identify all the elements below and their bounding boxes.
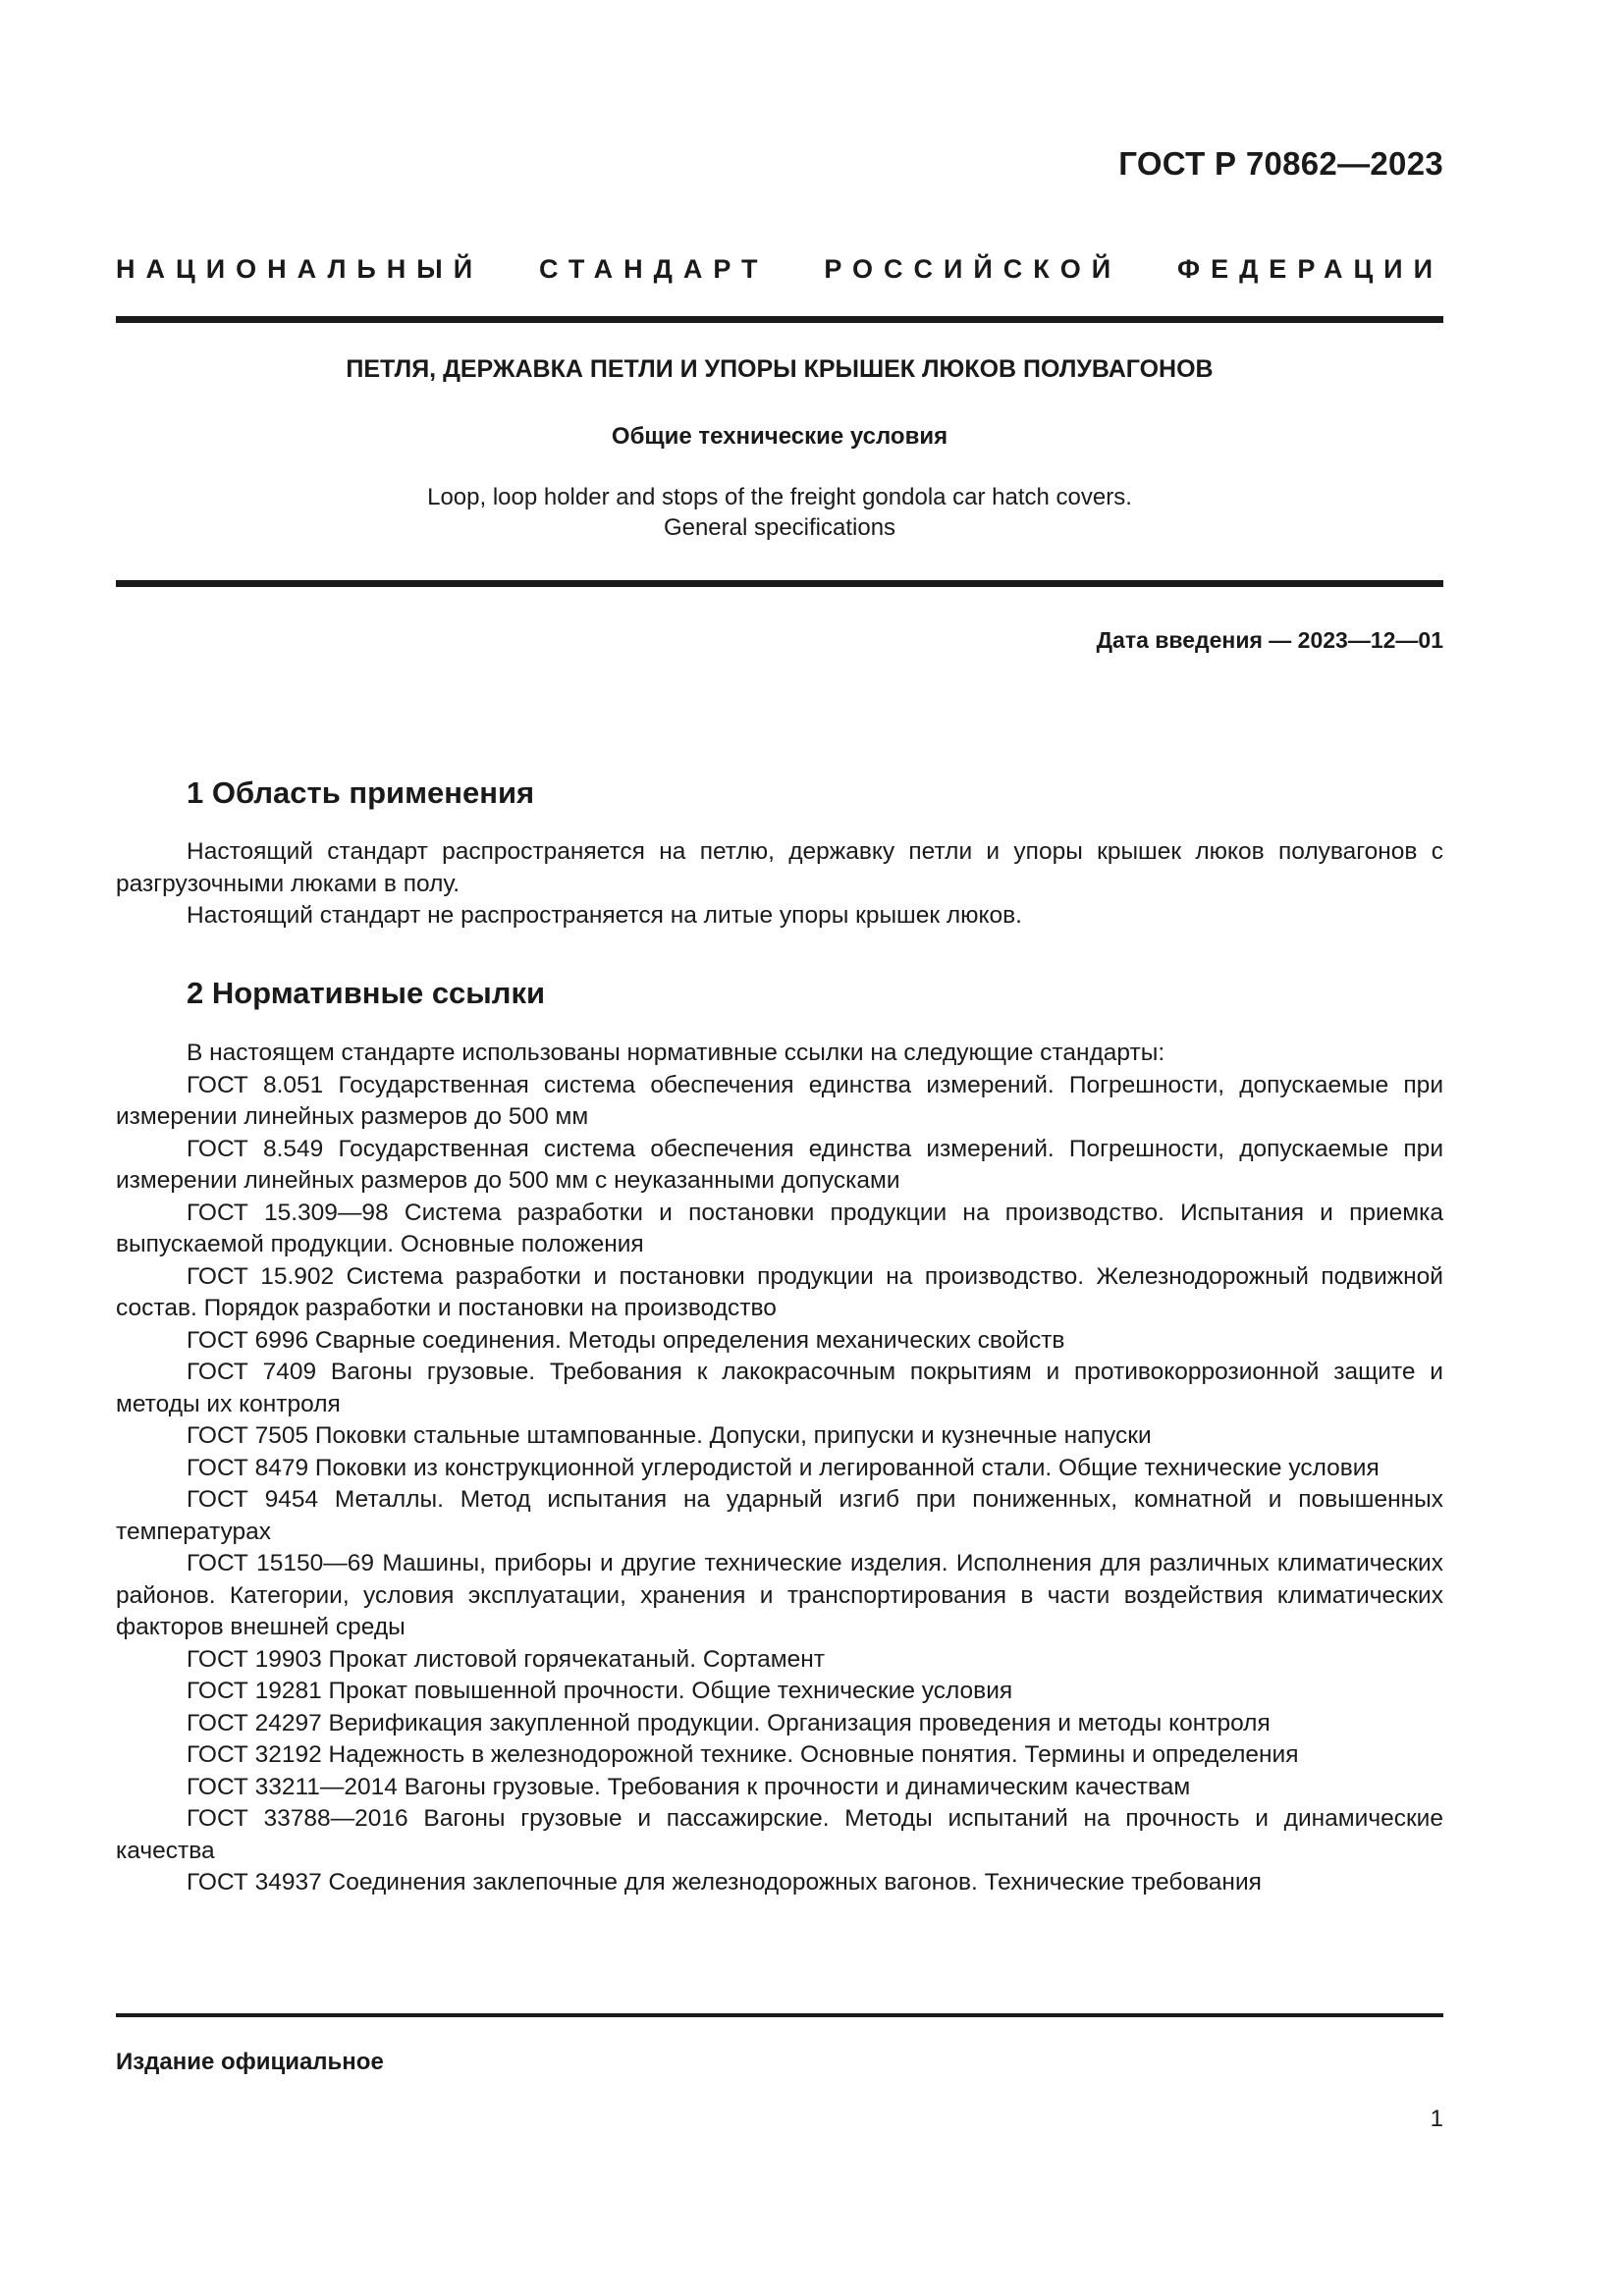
- top-divider: [116, 316, 1443, 323]
- reference-item: ГОСТ 34937 Соединения заклепочные для железнодорожных вагонов. Технические требования: [187, 1869, 1262, 1896]
- reference-item: ГОСТ 8.549 Государственная система обеспечения единства измерений. Погрешности, допускаемые при измерении линейных размеров до 500 мм с неуказанными допусками: [116, 1135, 1443, 1194]
- footer-divider: [116, 2013, 1443, 2017]
- reference-item: ГОСТ 6996 Сварные соединения. Методы определения механических свойств: [187, 1326, 1065, 1354]
- english-title-line: Loop, loop holder and stops of the freight gondola car hatch covers.: [427, 484, 1132, 510]
- reference-item: ГОСТ 19903 Прокат листовой горячекатаный. Сортамент: [187, 1645, 826, 1673]
- reference-item: ГОСТ 33211—2014 Вагоны грузовые. Требования к прочности и динамическим качествам: [187, 1773, 1191, 1800]
- reference-item: ГОСТ 24297 Верификация закупленной продукции. Организация проведения и методы контроля: [187, 1709, 1271, 1736]
- reference-item: ГОСТ 7505 Поковки стальные штампованные. Допуски, припуски и кузнечные напуски: [187, 1422, 1152, 1449]
- paragraph: Настоящий стандарт распространяется на петлю, державку петли и упоры крышек люков полувагонов с разгрузочными люками в полу.: [116, 838, 1443, 897]
- introduction-date: Дата введения — 2023—12—01: [1096, 627, 1443, 653]
- reference-item: ГОСТ 19281 Прокат повышенной прочности. Общие технические условия: [187, 1678, 1013, 1704]
- reference-item: ГОСТ 32192 Надежность в железнодорожной технике. Основные понятия. Термины и определения: [187, 1741, 1299, 1768]
- english-title: [116, 482, 1443, 543]
- reference-item: ГОСТ 15150—69 Машины, приборы и другие технические изделия. Исполнения для различных климатических районов. Категории, условия эксплуатации, хранения и транспортирования в части воздействия климатических факторов внешней среды: [116, 1550, 1443, 1640]
- reference-item: ГОСТ 8479 Поковки из конструкционной углеродистой и легированной стали. Общие технические условия: [187, 1454, 1380, 1481]
- standard-type-banner: НАЦИОНАЛЬНЫЙ СТАНДАРТ РОССИЙСКОЙ ФЕДЕРАЦИИ: [116, 254, 1443, 284]
- section-body-references: [116, 1038, 1443, 1899]
- document-code: ГОСТ Р 70862—2023: [1118, 145, 1443, 182]
- title-divider: [116, 580, 1443, 587]
- english-title-line: General specifications: [663, 514, 896, 541]
- reference-item: ГОСТ 15.309—98 Система разработки и постановки продукции на производство. Испытания и приемка выпускаемой продукции. Основные положения: [116, 1199, 1443, 1257]
- section-heading-scope: 1 Область применения: [187, 775, 535, 810]
- reference-item: ГОСТ 9454 Металлы. Метод испытания на ударный изгиб при пониженных, комнатной и повышенных температурах: [116, 1486, 1443, 1545]
- paragraph: Настоящий стандарт не распространяется на литые упоры крышек люков.: [187, 902, 1022, 929]
- reference-item: ГОСТ 7409 Вагоны грузовые. Требования к лакокрасочным покрытиям и противокоррозионной защите и методы их контроля: [116, 1359, 1443, 1417]
- reference-item: ГОСТ 8.051 Государственная система обеспечения единства измерений. Погрешности, допускаемые при измерении линейных размеров до 500 мм: [116, 1071, 1443, 1130]
- reference-item: ГОСТ 33788—2016 Вагоны грузовые и пассажирские. Методы испытаний на прочность и динамические качества: [116, 1805, 1443, 1864]
- document-subtitle: Общие технические условия: [611, 423, 948, 450]
- edition-label: Издание официальное: [116, 2049, 384, 2075]
- reference-item: ГОСТ 15.902 Система разработки и постановки продукции на производство. Железнодорожный подвижной состав. Порядок разработки и постановки на производство: [116, 1262, 1443, 1321]
- document-title: ПЕТЛЯ, ДЕРЖАВКА ПЕТЛИ И УПОРЫ КРЫШЕК ЛЮКОВ ПОЛУВАГОНОВ: [346, 355, 1214, 383]
- section-body-scope: [116, 836, 1443, 933]
- paragraph: В настоящем стандарте использованы нормативные ссылки на следующие стандарты:: [187, 1040, 1165, 1066]
- page-number: 1: [1430, 2106, 1443, 2132]
- section-heading-references: 2 Нормативные ссылки: [187, 976, 546, 1010]
